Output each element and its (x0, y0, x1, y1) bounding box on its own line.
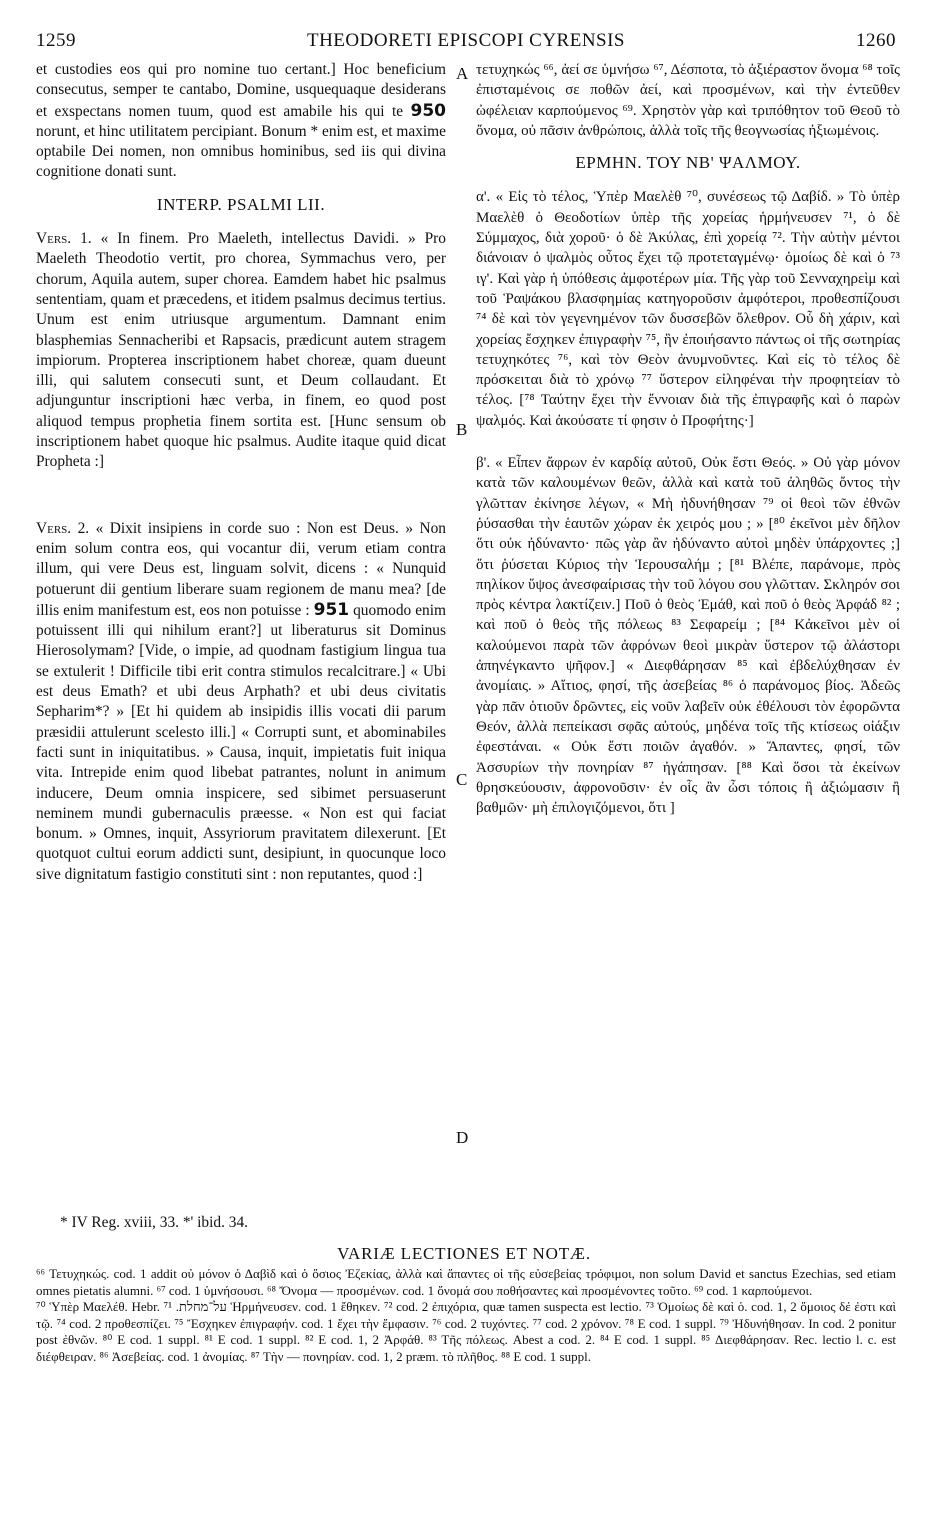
latin-verse-1 (36, 229, 446, 473)
margin-marker-b: B (456, 420, 468, 439)
spacer (36, 473, 446, 519)
page-number-right: 1260 (856, 30, 896, 51)
verse-text: « In finem. Pro Maeleth, intellectus Davidi. » Pro Maeleth Theodotio vertit, pro chorea, Symmachus vero, per chorum, Aquila autem, super chorea. Eamdem habet hic psalmus sententiam, quam et præcedens, et itidem psalmus decimus tertius. Unum est enim utriusque argumentum. Damnant enim blasphemias Sennacheribi et Rapsacis, prædicunt autem stragem impiorum. Propterea inscriptionem habet choreæ, quam dueunt illi, qui salutem consecuti sunt, et Deum collaudant. Et adjunguntur inscriptioni hæc verba, in finem, eo quod post aliquod tempus prophetia finem sortita est. [Hunc sensum ob inscriptionem habet quoque hic psalmus. Audite itaque quid dicat Propheta :] (36, 230, 446, 471)
margin-marker-d: D (456, 1128, 469, 1147)
note-paragraph: ⁷⁰ Ὑπὲρ Μαελέθ. Hebr. על־מחלת. ⁷¹ Ἡρμήνευσεν. cod. 1 ἔθηκεν. ⁷² cod. 2 ἐπιχόρια, quæ tamen suspecta est lectio. ⁷³ Ὁμοίως δὲ καὶ ὁ. cod. 1, 2 ὅμοιος δέ ἐστι καὶ τῷ. ⁷⁴ cod. 2 προθεσπίζει. ⁷⁵ Ἔσχηκεν ἐπιγραφήν. cod. 1 ἔχει τὴν ἔμφασιν. ⁷⁶ cod. 2 τυχόντες. ⁷⁷ cod. 2 χρόνον. ⁷⁸ E cod. 1 suppl. ⁷⁹ Ἠδυνήθησαν. In cod. 2 ponitur post ἐθνῶν. ⁸⁰ E cod. 1 suppl. ⁸¹ E cod. 1 suppl. ⁸² E cod. 1, 2 Ἀρφάθ. ⁸³ Τῆς πόλεως. Abest a cod. 2. ⁸⁴ E cod. 1 suppl. ⁸⁵ Διεφθάρησαν. Rec. lectio l. c. est διέφθειραν. ⁸⁶ Ἀσεβείας. cod. 1 ἀνομίας. ⁸⁷ Τὴν — πονηρίαν. cod. 1, 2 præm. τὸ πλῆθος. ⁸⁸ E cod. 1 suppl. (36, 1299, 896, 1364)
verse-label: Vers. 1. (36, 230, 92, 248)
verse-text: « Dixit insipiens in corde suo : Non est Deus. » Non enim solum contra eos, qui vocantur dii, verum etiam contra illum, qui vere Deus est, linguam solvit, dicens : « Nunquid potuerunt dii gentium liberare suam regionem de manu mea? [de illis enim manifestum est, eos non potuisse : (36, 519, 446, 619)
page-header (36, 30, 896, 56)
greek-section-title: ΕΡΜΗΝ. ΤΟΥ ΝΒ' ΨΑΛΜΟΥ. (575, 153, 801, 173)
greek-column (476, 60, 900, 818)
greek-verse-a: α'. « Εἰς τὸ τέλος, Ὑπὲρ Μαελὲθ ⁷⁰, συνέσεως τῷ Δαβίδ. » Τὸ ὑπὲρ Μαελὲθ ὁ Θεοδοτίων ὑπὲρ τῆς χορείας ἡρμήνευσεν ⁷¹, ὁ δὲ Σύμμαχος, διὰ χοροῦ· ὁ δὲ Ἀκύλας, ἐπὶ χορείᾳ ⁷². Τὴν αὐτὴν μέντοι διάνοιαν ὁ ψαλμὸς οὗτος ἔχει τῷ προτεταγμένῳ· ὁμοίως δὲ καὶ ὁ ⁷³ ιγ'. Καὶ γὰρ ἡ ὑπόθεσις ἀμφοτέρων μία. Τῆς γὰρ τοῦ Σενναχηρεὶμ καὶ τοῦ Ῥαψάκου βλασφημίας κατηγοροῦσιν ἀμφότεροι, προθεσπίζουσι ⁷⁴ δὲ καὶ τὸν γεγενημένον τῶν δυσσεβῶν ὄλεθρον. Οὗ δὴ χάριν, καὶ χορείας ἔσχηκεν ἐπιγραφὴν ⁷⁵, ἣν ἐποιήσαντο πάντως οἱ τῆς σωτηρίας τετυχηκότες ⁷⁶, καὶ τὸν Θεὸν ἀνυμνοῦντες. Καὶ εἰς τὸ τέλος δὲ πρόσκειται διὰ τὸ χρόνῳ ⁷⁷ ὕστερον εἰληφέναι τὴν προφητείαν τὸ τέλος. [⁷⁸ Ταύτην ἔχει τὴν ἔννοιαν διὰ τῆς ἐπιγραφῆς καὶ ὁ παρὼν ψαλμός. Καὶ ἀκούσατε τί φησιν ὁ Προφήτης·] (476, 189, 900, 429)
column-number-951: 951 (313, 599, 350, 620)
latin-column (36, 60, 446, 885)
column-number-950: 950 (410, 100, 446, 121)
greek-verse-b: β'. « Εἶπεν ἄφρων ἐν καρδίᾳ αὐτοῦ, Οὐκ ἔστι Θεός. » Οὐ γὰρ μόνον κατὰ τῶν καλουμένων θεῶν, ἀλλὰ καὶ κατὰ τοῦ ἀληθῶς ὄντος τὴν γλῶτταν ἐκίνησε λέγων, « Μὴ ἠδυνήθησαν ⁷⁹ οἱ θεοὶ τῶν ἐθνῶν ῥύσασθαι τὴν ἑαυτῶν χώραν ἐκ χειρός μου ; » [⁸⁰ ἐκεῖνοι μὲν δῆλον ὅτι οὐκ ἠδύναντο· πῶς γὰρ ἂν ἠδύναντο αὐτοὶ μηδὲν ὑπάρχοντες ;] ὅτι ῥύσεται Κύριος τὴν Ἱερουσαλήμ ; [⁸¹ Βλέπε, παράνομε, πρὸς πηλίκον ὕψος ἀνεσφαίρισας τὴν τοῦ λόγου σου γλῶτταν. Σκληρόν σοι πρὸς κέντρα λακτίζειν.] Ποῦ ὁ θεὸς Ἐμάθ, καὶ ποῦ ὁ θεὸς Ἀρφάδ ⁸² ; καὶ ποῦ ὁ θεὸς τῆς πόλεως ⁸³ Σεφαρείμ ; [⁸⁴ Κἀκεῖνοι μὲν οἱ καλούμενοι παρὰ τῶν ἀφρόνων θεοὶ μικρὰν ὕστερον τῷ ἀλάστορι ἀπηνέγκαντο ψῆφον.] « Διεφθάρησαν ⁸⁵ καὶ ἐβδελύχθησαν ἐν ἀνομίαις. » Αἴτιος, φησί, τῆς ἀσεβείας ⁸⁶ ὁ παράνομος βίος. Ἀδεῶς γὰρ πᾶν ὁτιοῦν δρῶντες, εἰς νοῦν λαβεῖν οὐκ ἐθέλουσι τὸν ἐφορῶντα Θεόν, ἀλλὰ πεπείκασι σφᾶς αὐτούς, μηδένα τοῖς τῆς κτίσεως οἰάξιν ἐφεστάναι. « Οὐκ ἔστι ποιῶν ἀγαθόν. » Ἅπαντες, φησί, τῶν Ἀσσυρίων τὴν πονηρίαν ⁸⁷ ἠγάπησαν. [⁸⁸ Καὶ ὅσοι τὰ ἐκείνων θρησκεύουσιν, ἀφρονοῦσιν· ἐν οἷς ἂν ὦσι τόποις ἢ ἀξιώμασιν ἢ βαθμῶν· μὴ ἐπιλογιζόμενοι, ὅτι ] (476, 455, 900, 817)
verse-text-continued: quomodo enim potuissent illi qui nihilum erant?] ut liberaturus sit Dominus Hierosolymam? [Vide, o impie, ad quodnam fastigium lingua tua se extulerit ! Difficile tibi erit contra stimulos recalcitrare.] « Ubi est deus Emath? et ubi deus Arphath? et ubi deus civitatis Sepharim*? » [Et hi quidem ab insipidis illis vocati dii parum præsidii attulerunt scelesto illi.] « Corrupti sunt, et abominabiles facti sunt in iniquitatibus. » Causa, inquit, impietatis fuit iniqua vita. Intrepide enim quod libebat patrantes, nolunt in animum inducere, Deum omnia inspicere, sed sibimet persuaserunt neminem mundi gubernaculis præesse. « Non est qui faciat bonum. » Omnes, inquit, Assyriorum pravitatem dilexerunt. [Et quotquot cultui eorum addicti sunt, desipiunt, in quocunque loco sive dignitatum fastigio constituti sint : non reputantes, quod :] (36, 601, 447, 883)
variae-title: VARIÆ LECTIONES ET NOTÆ. (337, 1244, 591, 1263)
page-number-left: 1259 (36, 30, 76, 51)
latin-verse-2 (36, 519, 446, 885)
latin-intro-text: et custodies eos qui pro nomine tuo certant.] Hoc beneficium consecutus, semper te cantabo, Domine, usquequaque desiderans et exspectans nomen tuum, quod est amabile his qui te (36, 61, 446, 120)
margin-marker-a: A (456, 64, 469, 83)
scripture-footnote: * IV Reg. xviii, 33. *' ibid. 34. (60, 1214, 249, 1231)
variant-notes (36, 1266, 896, 1365)
latin-intro-text-2: norunt, et hinc utilitatem percipiant. Bonum * enim est, et maxime optabile Dei nomen, non omnibus hominibus, sed iis qui divina cognitione donati sunt. (36, 122, 446, 181)
latin-section-title: INTERP. PSALMI LII. (156, 194, 326, 214)
margin-marker-c: C (456, 770, 468, 789)
verse-label: Vers. 2. (36, 519, 90, 537)
note-paragraph: ⁶⁶ Τετυχηκώς. cod. 1 addit οὐ μόνον ὁ Δαβὶδ καὶ ὁ ὅσιος Ἐζεκίας, ἀλλὰ καὶ ἅπαντες οἱ τῆς εὐσεβείας τρόφιμοι, non solum David et sanctus Ezechias, sed etiam omnes pietatis alumni. ⁶⁷ cod. 1 ὑμνήσουσι. ⁶⁸ Ὄνομα — προσμένων. cod. 1 ὄνομά σου ποθήσαντες καὶ προσμένοντες τοῦτο. ⁶⁹ cod. 1 καρπούμενοι. (36, 1266, 896, 1298)
latin-intro-paragraph (36, 60, 446, 183)
running-title: THEODORETI EPISCOPI CYRENSIS (306, 30, 626, 51)
spacer (476, 431, 900, 453)
greek-intro-paragraph: τετυχηκώς ⁶⁶, ἀεί σε ὑμνήσω ⁶⁷, Δέσποτα, τὸ ἀξιέραστον ὄνομα ⁶⁸ τοῖς ἐπισταμένοις σε ποθῶν ἀεί, καὶ προσμένων, καὶ τὴν ἐντεῦθεν ὠφέλειαν καρπούμενος ⁶⁹. Χρηστὸν γὰρ καὶ τριπόθητον τοῦ Θεοῦ τὸ ὄνομα, οὐ πᾶσιν ἀνθρώποις, ἀλλὰ τοῖς τῆς θεογνωσίας ἠξιωμένοις. (476, 62, 900, 139)
